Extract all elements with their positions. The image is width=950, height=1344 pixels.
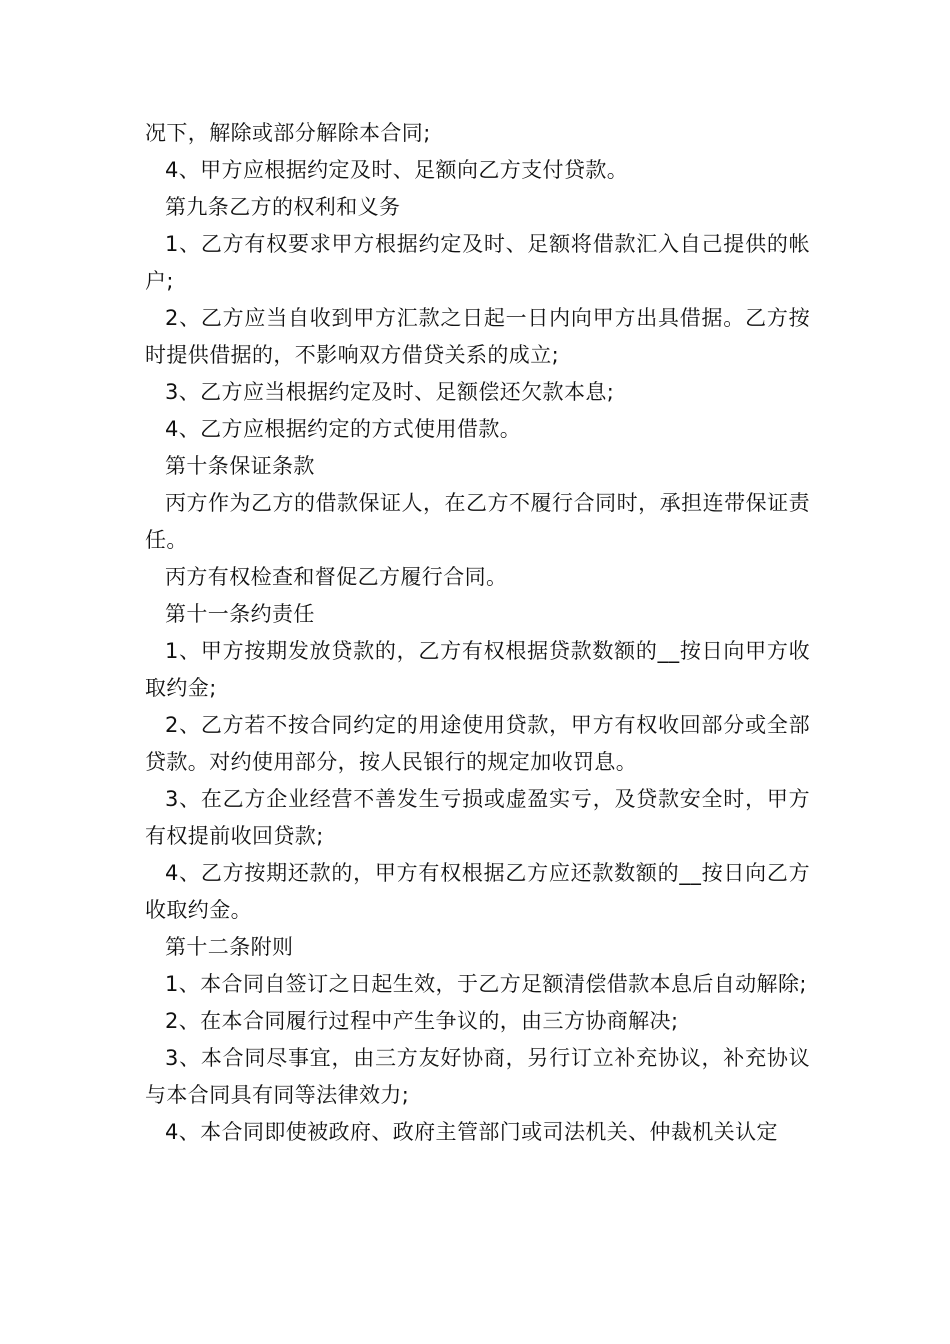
clause-11-item-1: 1、甲方按期发放贷款的，乙方有权根据贷款数额的__按日向甲方收取约金; [145, 639, 810, 700]
article-10-paragraph-1: 丙方作为乙方的借款保证人，在乙方不履行合同时，承担连带保证责任。 [145, 491, 810, 552]
clause-9-item-2: 2、乙方应当自收到甲方汇款之日起一日内向甲方出具借据。乙方按时提供借据的，不影响双方借贷关系的成立; [145, 306, 810, 367]
document-body [145, 115, 810, 1151]
clause-12-item-3: 3、本合同尽事宜，由三方友好协商，另行订立补充协议，补充协议与本合同具有同等法律效力; [145, 1046, 810, 1107]
clause-9-item-1: 1、乙方有权要求甲方根据约定及时、足额将借款汇入自己提供的帐户; [145, 232, 810, 293]
clause-12-item-2: 2、在本合同履行过程中产生争议的，由三方协商解决; [165, 1009, 679, 1033]
clause-11-item-4: 4、乙方按期还款的，甲方有权根据乙方应还款数额的__按日向乙方收取约金。 [145, 861, 810, 922]
clause-11-item-3: 3、在乙方企业经营不善发生亏损或虚盈实亏，及贷款安全时，甲方有权提前收回贷款; [145, 787, 810, 848]
clause-9-item-3: 3、乙方应当根据约定及时、足额偿还欠款本息; [165, 380, 615, 404]
clause-8-item-4: 4、甲方应根据约定及时、足额向乙方支付贷款。 [165, 158, 629, 182]
paragraph-continuation: 况下，解除或部分解除本合同; [145, 121, 431, 145]
article-11-heading: 第十一条约责任 [165, 602, 315, 626]
clause-12-item-4: 4、本合同即使被政府、政府主管部门或司法机关、仲裁机关认定 [165, 1120, 778, 1144]
article-9-heading: 第九条乙方的权利和义务 [165, 195, 401, 219]
clause-11-item-2: 2、乙方若不按合同约定的用途使用贷款，甲方有权收回部分或全部贷款。对约使用部分，按人民银行的规定加收罚息。 [145, 713, 810, 774]
clause-9-item-4: 4、乙方应根据约定的方式使用借款。 [165, 417, 522, 441]
article-10-paragraph-2: 丙方有权检查和督促乙方履行合同。 [165, 565, 508, 589]
article-10-heading: 第十条保证条款 [165, 454, 315, 478]
article-12-heading: 第十二条附则 [165, 935, 294, 959]
clause-12-item-1: 1、本合同自签订之日起生效，于乙方足额清偿借款本息后自动解除; [165, 972, 807, 996]
